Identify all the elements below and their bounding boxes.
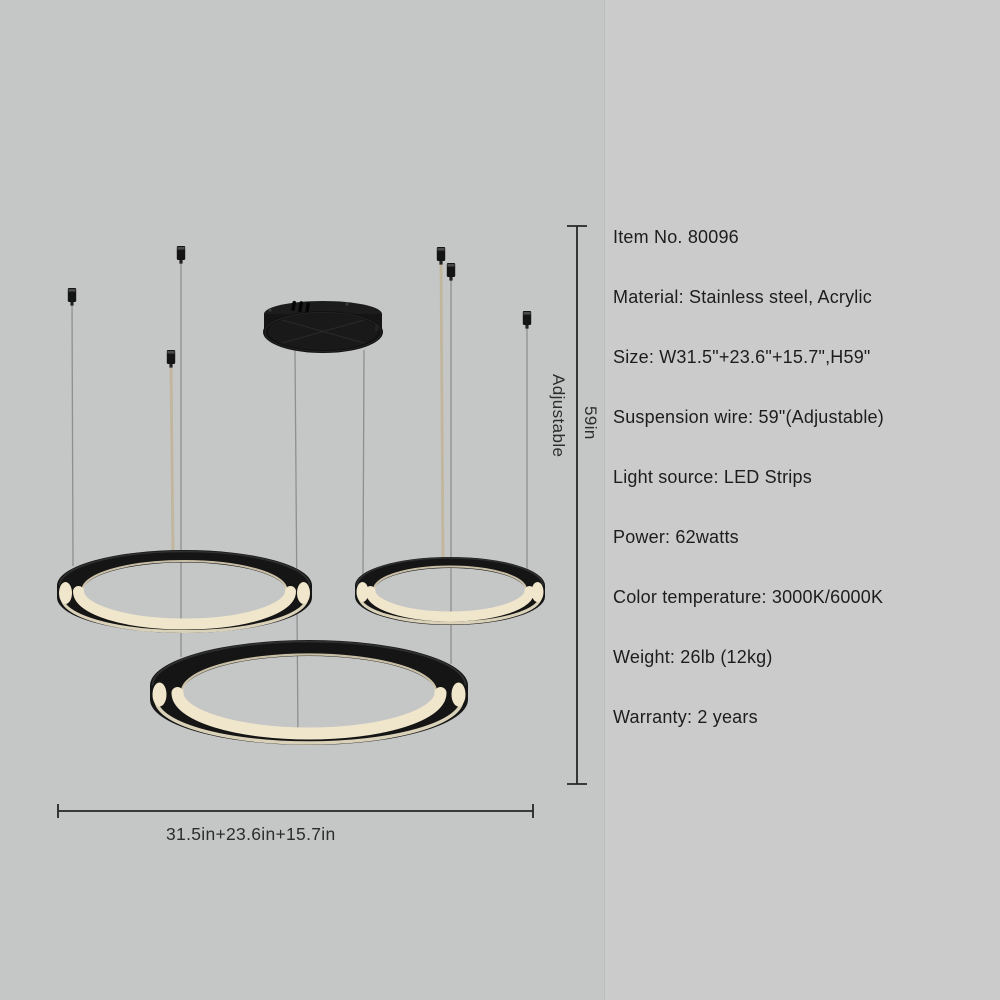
wire-anchor-icon: [447, 263, 455, 281]
spec-power: Power: 62watts: [613, 527, 739, 547]
specs-panel: [613, 0, 995, 1000]
height-adjustable-label: Adjustable: [549, 374, 568, 458]
spec-size: Size: W31.5"+23.6"+15.7",H59": [613, 347, 871, 367]
spec-light-source: Light source: LED Strips: [613, 467, 812, 487]
wire-anchor-icon: [523, 311, 531, 329]
wire-anchor-icon: [177, 246, 185, 264]
wire-anchor-icon: [68, 288, 76, 306]
led-ring-small-15-7in: [355, 557, 545, 625]
spec-suspension-wire: Suspension wire: 59"(Adjustable): [613, 407, 884, 427]
led-ring-medium-23-6in: [57, 550, 312, 633]
spec-warranty: Warranty: 2 years: [613, 707, 758, 727]
height-dimension-line: [567, 226, 587, 784]
width-value-label: 31.5in+23.6in+15.7in: [166, 824, 336, 844]
led-ring-large-31-5in: [150, 640, 468, 745]
width-dimension-line: [58, 804, 533, 818]
spec-item-no: Item No. 80096: [613, 227, 739, 247]
ceiling-canopy: [263, 300, 383, 353]
height-value-label: 59in: [581, 406, 600, 440]
wire-anchor-icon: [437, 247, 445, 265]
wire-anchor-icon: [167, 350, 175, 368]
spec-color-temperature: Color temperature: 3000K/6000K: [613, 587, 884, 607]
spec-weight: Weight: 26lb (12kg): [613, 647, 773, 667]
spec-material: Material: Stainless steel, Acrylic: [613, 287, 872, 307]
